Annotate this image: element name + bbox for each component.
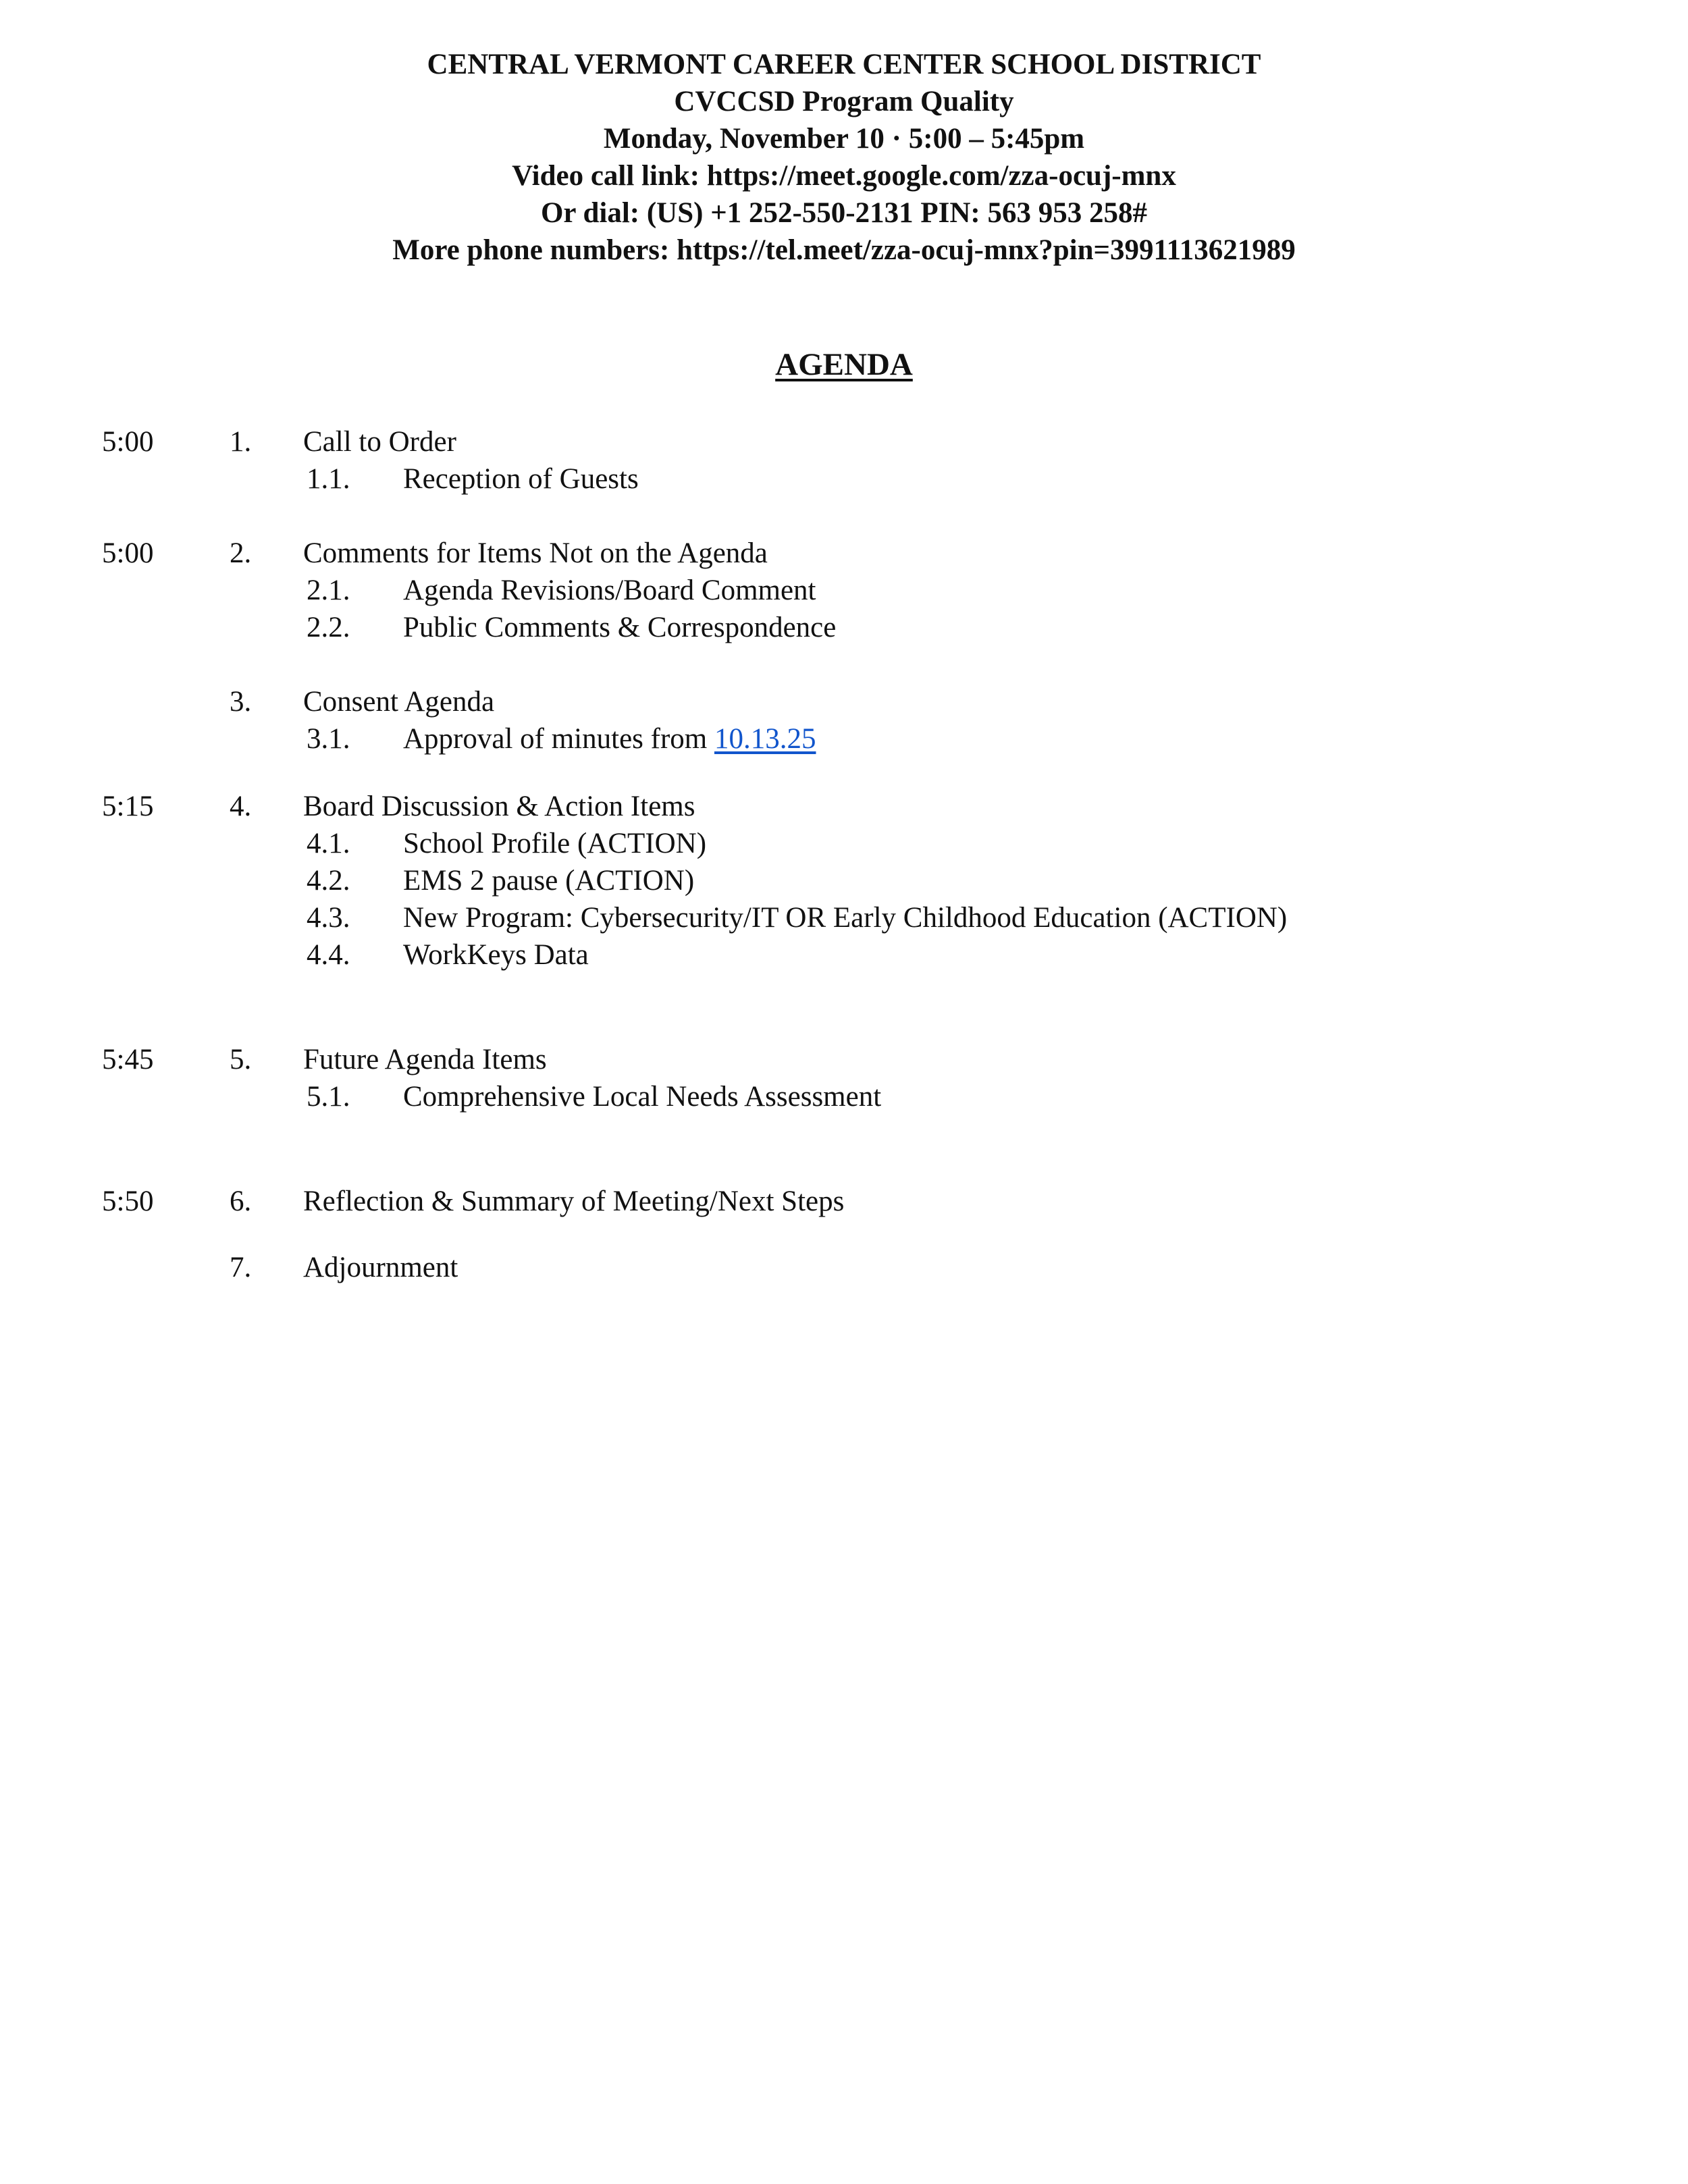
agenda-subitem-2-2 [0, 608, 1688, 648]
subitem-label-with-link [403, 719, 816, 760]
agenda-subitem-2-1 [0, 570, 1688, 611]
agenda-item-2 [0, 533, 1688, 574]
agenda-subitem-1-1 [0, 459, 1688, 500]
agenda-subitem-4-1 [0, 824, 1688, 864]
item-number: 5. [230, 1044, 252, 1075]
more-phone-numbers: More phone numbers: https://tel.meet/zza-ocuj-mnx?pin=3991113621989 [392, 234, 1296, 266]
agenda-item-3 [0, 682, 1688, 722]
subitem-number: 4.3. [307, 902, 350, 934]
item-time: 5:00 [102, 426, 154, 458]
item-number: 3. [230, 686, 252, 718]
subitem-number: 2.1. [307, 575, 350, 606]
agenda-item-5 [0, 1040, 1688, 1080]
subitem-label: Agenda Revisions/Board Comment [403, 575, 816, 606]
agenda-subitem-4-3 [0, 898, 1688, 938]
item-label: Consent Agenda [303, 686, 495, 718]
agenda-item-7 [0, 1248, 1688, 1288]
agenda-item-1 [0, 422, 1688, 462]
subitem-number: 3.1. [307, 723, 350, 755]
item-number: 6. [230, 1186, 252, 1217]
meeting-datetime: Monday, November 10 · 5:00 – 5:45pm [603, 123, 1085, 155]
agenda-subitem-4-4 [0, 935, 1688, 976]
subitem-number: 4.4. [307, 939, 350, 971]
item-number: 1. [230, 426, 252, 458]
dial-in-info: Or dial: (US) +1 252-550-2131 PIN: 563 953 258# [540, 197, 1147, 229]
agenda-subitem-3-1 [0, 719, 1688, 760]
subitem-label: Reception of Guests [403, 463, 639, 495]
committee-name: CVCCSD Program Quality [674, 86, 1014, 117]
item-number: 7. [230, 1252, 252, 1283]
subitem-label: School Profile (ACTION) [403, 828, 707, 859]
subitem-label: Public Comments & Correspondence [403, 612, 837, 643]
item-time: 5:00 [102, 537, 154, 569]
item-label: Board Discussion & Action Items [303, 791, 695, 822]
item-number: 2. [230, 537, 252, 569]
subitem-label: WorkKeys Data [403, 939, 589, 971]
item-label: Future Agenda Items [303, 1044, 547, 1075]
item-time: 5:50 [102, 1186, 154, 1217]
subitem-number: 2.2. [307, 612, 350, 643]
item-label: Reflection & Summary of Meeting/Next Steps [303, 1186, 845, 1217]
video-call-link: Video call link: https://meet.google.com/zza-ocuj-mnx [512, 160, 1176, 192]
agenda-subitem-5-1 [0, 1077, 1688, 1117]
subitem-number: 1.1. [307, 463, 350, 495]
item-time: 5:15 [102, 791, 154, 822]
subitem-number: 5.1. [307, 1081, 350, 1113]
subitem-number: 4.1. [307, 828, 350, 859]
subitem-label: Approval of minutes from [403, 723, 714, 755]
subitem-label: EMS 2 pause (ACTION) [403, 865, 695, 897]
item-time: 5:45 [102, 1044, 154, 1075]
agenda-subitem-4-2 [0, 861, 1688, 901]
minutes-link[interactable]: 10.13.25 [714, 723, 816, 755]
document-header [0, 46, 1688, 269]
agenda-title: AGENDA [775, 347, 913, 382]
item-number: 4. [230, 791, 252, 822]
district-name: CENTRAL VERMONT CAREER CENTER SCHOOL DISTRICT [427, 49, 1261, 80]
item-label: Comments for Items Not on the Agenda [303, 537, 768, 569]
item-label: Adjournment [303, 1252, 458, 1283]
subitem-label: Comprehensive Local Needs Assessment [403, 1081, 882, 1113]
subitem-number: 4.2. [307, 865, 350, 897]
item-label: Call to Order [303, 426, 456, 458]
subitem-label: New Program: Cybersecurity/IT OR Early Childhood Education (ACTION) [403, 902, 1288, 934]
agenda-item-6 [0, 1181, 1688, 1222]
agenda-item-4 [0, 787, 1688, 827]
